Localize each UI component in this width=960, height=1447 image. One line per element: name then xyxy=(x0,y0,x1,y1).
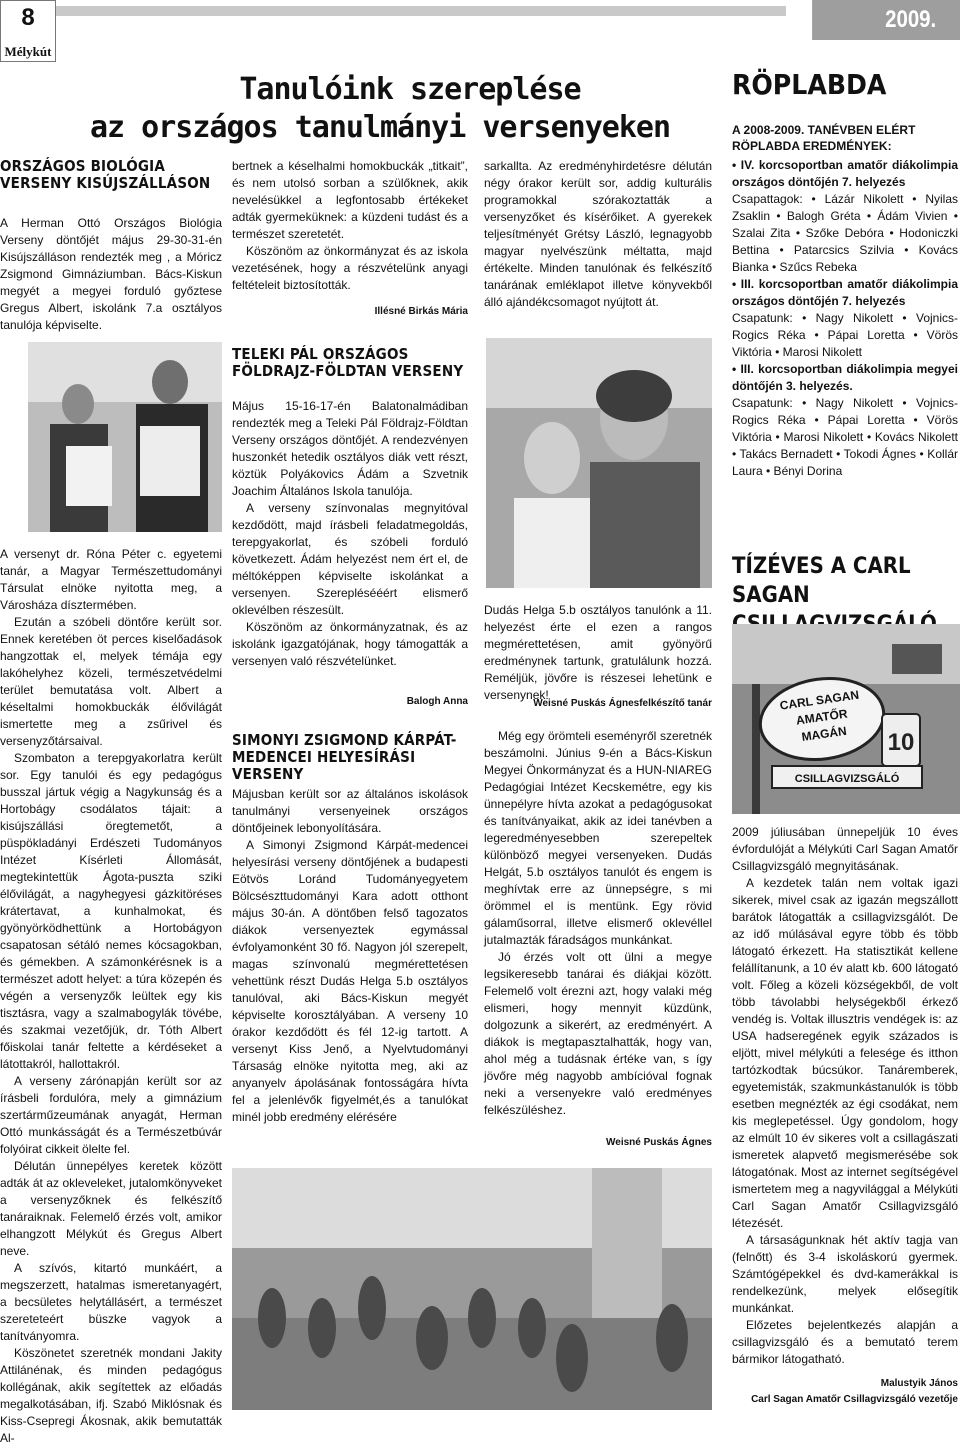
observatory-p3: A társaságunknak hét aktív tagja van (felnőtt) és 3-4 iskoláskorú gyermek. Számtógépekkel és dvd-kamerákkal is rendelkezünk, melyek elősegítik munkánkat. xyxy=(732,1233,958,1315)
observatory-heading: TÍZÉVES A CARL SAGAN xyxy=(732,554,911,608)
biology-p1: A versenyt dr. Róna Péter c. egyetemi tanár, a Magyar Természettudományi Társulat elnöke nyitotta meg, a Városháza dísztermében. xyxy=(0,547,222,612)
biology-cont-p1: bertnek a késelhalmi homokbuckák „titkait”, és nem utolsó sorban a szülőknek, akik nevelésükkel a legfontosabb értékeket adták gyermeküknek: a küzdeni tudást és a természet szeretetét. xyxy=(232,159,468,241)
spelling-p1: Májusban került sor az általános iskolások tanulmányi versenyeinek országos döntőjeinek lebonyolítására. xyxy=(232,787,468,835)
ceremony-signature: Weisné Puskás Ágnes xyxy=(606,1137,712,1148)
spelling-body xyxy=(232,786,468,1126)
volleyball-heading: RÖPLABDA xyxy=(732,68,887,101)
biology-p3: Szombaton a terepgyakorlatra került sor. Egy tanulói és egy pedagógus busszal jártuk végig a Nagykunság és a Hortobágy csodálatos tájait: a kisújszállási öregtemetőt, a püspökladányi Erdészeti Tudományos Intézet Kísérleti Állomását, megtekintettük Ágota-puszta sziki élővilágát, a nagyhegyesi gázkitöréses krátertavat, a kunhalmokat, és gyönyörködhettünk a Hortobágyon csapatosan sétáló nemes kócsagokban, és gémekben. A számonkérésnek is a természet adott helyet: a túra közepén és végén a versenyzők leültek egy kis tisztásra, vagy a szalmabogylák tövébe, és szakmai vezetőjük, dr. Tóth Albert főiskolai tanár feltette a kérdéseket a látottakról, hallottakról. xyxy=(0,751,222,1071)
result-1-team: Csapattagok: • Lázár Nikolett • Nyilas Zsaklin • Balogh Gréta • Ádám Vivien • Szalai Zita • Szőke Debóra • Hodoniczki Bettina • Patarcsics Szilvia • Kovács Bianka • Szűcs Rebeka xyxy=(732,192,958,274)
spelling-p2: A Simonyi Zsigmond Kárpát-medencei helyesírási verseny döntőjének a budapesti Eötvös Loránd Tudományegyetem Bölcsészttudományi Kara adott otthont május 30-án. A döntőben felső tagozatos diákok versenyeztek egymással évfolyamonként 30 fő. Nagyon jól szerepelt, magas színvonalú megmérettetésen vehettünk részt Dudás Helga 5.b osztályos tanulóval, aki Bács-Kiskun megyét képviselte korosztályában. A verseny 10 órakor kezdődött és fél 12-ig tartott. A versenyt Kiss Jenő, a Nyelvtudományi Társaság elnöke nyitotta meg, aki az anyanyelv ápolásának fontosságára hívta fel a jelenlévők figyelmét,és a tanulókat minél jobb eredmény elérésére xyxy=(232,838,468,1124)
spelling-photo xyxy=(486,338,712,588)
biology-heading: ORSZÁGOS BIOLÓGIA VERSENY KISÚJSZÁLLÁSON xyxy=(0,157,211,192)
ceremony-p2: Jó érzés volt ott ülni a megye legsikeresebb tanárai és diákjai között. Felemelő volt érezni azt, hogy valaki még elismeri, hogy mennyit küzdünk, dolgozunk a sikerért, az eredményért. A diákok is megtapasztalhatták, hogy van, ahol még a tudásnak értéke van, s így jövőre még nagyobb ambícióval fognak neki a versenyekre való eredményes felkészüléshez. xyxy=(484,950,712,1117)
biology-p6: A szívós, kitartó munkáért, a megszerzett, hatalmas ismeretanyagért, a becsületes helytállásért, a természet szereteteért büszke vagyok a tanítványomra. xyxy=(0,1261,222,1343)
result-2-team: Csapatunk: • Nagy Nikolett • Vojnics-Rogics Réka • Pápai Loretta • Vörös Viktória • Marosi Nikolett xyxy=(732,311,958,359)
photo-caption: Dudás Helga 5.b osztályos tanulónk a 11. helyezést érte el ezen a rangos megmérettetésen, amit gyönyörű eredménynek tartunk, gratulálunk hozzá. Reméljük, jövőre is részesei lehetünk e versenynek! xyxy=(484,603,712,702)
geography-p2: A verseny színvonalas megnyitóval kezdődött, majd írásbeli feladatmegoldás, terepgyakorlat, és szóbeli forduló következett. Ádám helyezést nem ért el, de méltóképpen képviselte iskolánkat a versenyen. Szereplésééért elismerő oklevélben részesült. xyxy=(232,501,468,617)
page-number: 8 xyxy=(21,4,35,31)
observatory-signature-name: Malustyik János xyxy=(880,1378,958,1389)
sign-line2: AMATŐR xyxy=(795,706,849,728)
biology-signature: Illésné Birkás Mária xyxy=(374,306,468,317)
biology-p4: A verseny zárónapján került sor az írásbeli fordulóra, mely a gimnázium szertárműzeumának anyagát, Herman Ottó munkásságát és a Természetbúvár folyóirat cikkeit ölelte fel. xyxy=(0,1074,222,1156)
volleyball-results xyxy=(732,157,958,480)
observatory-body xyxy=(732,824,958,1368)
field-trip-photo xyxy=(232,1168,712,1410)
geography-signature: Balogh Anna xyxy=(406,696,468,707)
photo-students-outdoors xyxy=(232,1168,712,1410)
photo-student-and-teacher xyxy=(486,338,712,588)
ceremony-body xyxy=(484,728,712,1119)
result-3-title: • III. korcsoportban diákolimpia megyei döntőjén 3. helyezés. xyxy=(732,362,958,393)
sign-number: 10 xyxy=(887,729,915,756)
observatory-photo xyxy=(732,624,960,814)
observatory-p4: Előzetes bejelentkezés alapján a csillagvizsgáló és a bemutató terem bármikor látogatható. xyxy=(732,1318,958,1366)
biology-intro: A Herman Ottó Országos Biológia Verseny döntőjét május 29-30-31-én Kisújszálláson rendezték meg , a Móricz Zsigmond Gimnáziumban. Bács-Kiskun megyét a megyei forduló győztese Gregus Albert, iskolánk 7.a osztályos tanulója képviselte. xyxy=(0,216,222,332)
sign-line1: CARL SAGAN xyxy=(778,687,860,713)
header-bar xyxy=(56,6,786,16)
observatory-p2: A kezdetek talán nem voltak igazi sikerek, mivel csak az igazán megszállott barátok látogatták a csillagvizsgálót. De az idő múlásával egyre több és több látogató érkezett. Ha statisztikát kellene felállítanunk, a 10 év alatt kb. 600 látogató volt. Főleg a közeli községekből, de volt több távolabbi helységekből érkező vendég is. Voltak illusztris vendégek is: az USA hadseregének egyik százados is eljött, mivel mélykúti a felesége és itthon tartózkodtak búcsúkor. Tanáremberek, egyetemisták, szakmunkástanulók is több esetben megnézték az égi csodákat, nem kis meglepetéssel. Úgy gondolom, hogy az elmúlt 10 év sikeres volt a csillagászati ismeretek alapvető megismerésébe sok látogatónak. Most az internet segítségével ismertetem meg a nagyvilággal a Mélykúti Carl Sagan Amatőr Csillagvizsgáló létezését. xyxy=(732,876,958,1230)
observatory-p1: 2009 júliusában ünnepeljük 10 éves évfordulóját a Mélykúti Carl Sagan Amatőr Csillagvizsgáló megnyitásának. xyxy=(732,825,958,873)
photo-observatory-sign xyxy=(732,624,960,814)
volleyball-subheading: A 2008-2009. TANÉVBEN ELÉRT RÖPLABDA EREDMÉNYEK: xyxy=(732,123,916,153)
geography-heading: TELEKI PÁL ORSZÁGOS FÖLDRAJZ-FÖLDTAN VERSENY xyxy=(232,345,464,380)
geography-body xyxy=(232,398,468,670)
result-3-team: Csapatunk: • Nagy Nikolett • Vojnics-Rogics Réka • Pápai Loretta • Vörös Viktória • Marosi Nikolett • Kovács Nikolett • Takács Bernadett • Tokodi Ágnes • Kollár Laura • Bényi Dorina xyxy=(732,396,958,478)
publication-name: Mélykút xyxy=(4,44,52,59)
main-title-line1: Tanulóink szereplése xyxy=(239,72,581,107)
photo-student-teacher xyxy=(28,342,222,532)
observatory-signature-title: Carl Sagan Amatőr Csillagvizsgáló vezetője xyxy=(751,1394,958,1405)
biology-continued xyxy=(232,158,468,294)
ceremony-p1: Még egy örömteli eseményről szeretnék beszámolni. Június 9-én a Bács-Kiskun Megyei Önkormányzat és a HUN-NIAREG Pedagógiai Intézet Kecskemétre, egy kis ünnepélyre hívta azokat a pedagógusokat és tanítványaikat, akik az idei tanévben a legeredményesebben szerepeltek különböző megyei versenyeken. Dudás Helgát, 5.b osztályos tanulót és engem is meghívtak erre az ünnepségre, s mi örömmel el is mentünk. Egy rövid gálaműsorral, illetve elismerő oklevéllel jutalmazták fáradságos munkánkat. xyxy=(484,729,712,947)
biology-p7: Köszönetet szeretnék mondani Jakity Attilánénak, és minden pedagógus kollégának, akik segítettek az előadás megalkotásában, ifj. Szabó Miklósnak és Kiss-Csepregi Ákosnak, akik bemutatták Al- xyxy=(0,1346,222,1445)
spelling-cont-p1: sarkallta. Az eredményhirdetésre délután négy órakor került sor, addig kulturális programokkal szórakoztatták a versenyzőket és kísérőiket. A gyerekek teljesítményét Grétsy László, legnagyobb magyar nyelvészünk méltatta, majd értékelte. Minden tanulónak és felkészítő tanárának emléklapot illetve könyvekből álló ajándékcsomagot nyújtott át. xyxy=(484,159,712,309)
biology-p2: Ezután a szóbeli döntőre került sor. Ennek keretében öt perces kiselőadások hangzottak el, melyek témája egy lakóhelyhez közeli, természetvédelmi terület bemutatása volt. Albert a késeltalmi homokbuckák élővilágát ismertette meg a zsűrivel és versenyzőtársaival. xyxy=(0,615,222,748)
main-title-line2: az országos tanulmányi versenyeken xyxy=(89,110,671,145)
geography-p1: Május 15-16-17-én Balatonalmádiban rendezték meg a Teleki Pál Földrajz-Földtan Verseny országos döntőjét. A rendezvényen huszonkét hetedik osztályos diák vett részt, köztük Polyákovics Ádám a Szvetnik Joachim Általános Iskola tanulója. xyxy=(232,399,468,498)
geography-p3: Köszönöm az önkormányzatnak, és az iskolánk igazgatójának, hogy támogatták a versenyen való részvételünket. xyxy=(232,620,468,668)
sign-line4: CSILLAGVIZSGÁLÓ xyxy=(794,773,900,785)
result-2-title: • III. korcsoportban amatőr diákolimpia országos döntőjén 7. helyezés xyxy=(732,277,958,308)
biology-cont-p2: Köszönöm az önkormányzat és az iskola vezetésének, hogy a részvételünk anyagi feltételeit biztosították. xyxy=(232,244,468,292)
spelling-heading: SIMONYI ZSIGMOND KÁRPÁT-MEDENCEI HELYESÍRÁSI VERSENY xyxy=(232,731,457,783)
caption-signature: Weisné Puskás Ágnesfelkészítő tanár xyxy=(533,698,712,709)
biology-body xyxy=(0,546,222,1447)
issue-date: 2009. augusztus xyxy=(812,0,960,40)
result-1-title: • IV. korcsoportban amatőr diákolimpia országos döntőjén 7. helyezés xyxy=(732,158,958,189)
biology-p5: Délután ünnepélyes keretek között adták át az okleveleket, jutalomkönyveket a versenyzőknek és felkészítő tanáraiknak. Felemelő érzés volt, amikor elhangzott Mélykút és Gregus Albert neve. xyxy=(0,1159,222,1258)
sign-line3: MAGÁN xyxy=(800,723,848,744)
spelling-continued xyxy=(484,158,712,311)
biology-photo xyxy=(28,342,222,532)
